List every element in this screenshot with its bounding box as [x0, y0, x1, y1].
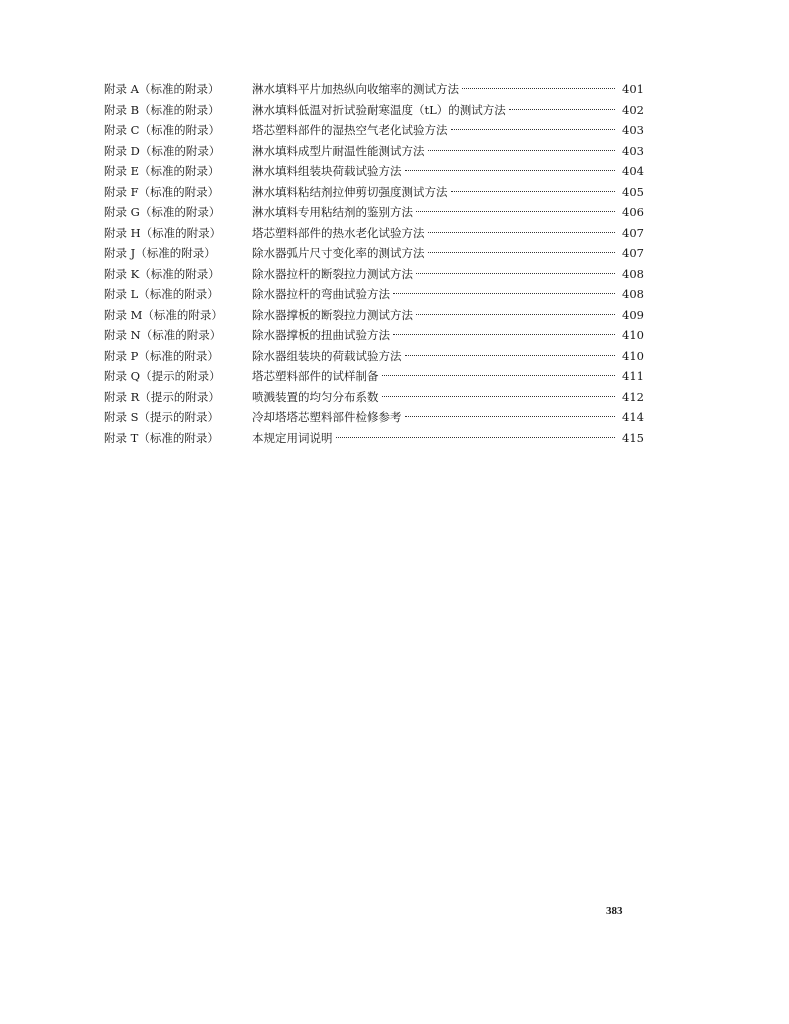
- toc-entry-label: 附录 A（标准的附录）: [104, 82, 220, 96]
- toc-entry-page: 405: [622, 184, 644, 199]
- toc-entry: [104, 284, 644, 305]
- toc-entry: [104, 120, 644, 141]
- dot-leader: [416, 211, 615, 212]
- toc-entry-page: 403: [622, 143, 644, 158]
- dot-leader: [416, 314, 615, 315]
- toc-entry: [104, 346, 644, 367]
- table-of-contents: [104, 79, 644, 448]
- toc-entry-title: 淋水填料成型片耐温性能测试方法: [252, 143, 425, 158]
- dot-leader: [405, 416, 616, 417]
- toc-entry-title: 除水器拉杆的弯曲试验方法: [252, 287, 390, 301]
- dot-leader: [451, 129, 616, 130]
- toc-entry: [104, 243, 644, 264]
- dot-leader: [405, 355, 616, 356]
- toc-entry-label: 附录 P（标准的附录）: [104, 348, 219, 363]
- page-number: 383: [606, 905, 623, 917]
- toc-entry-title: 淋水填料专用粘结剂的鉴别方法: [252, 205, 413, 219]
- toc-entry-label: 附录 C（标准的附录）: [104, 123, 220, 137]
- toc-entry: [104, 141, 644, 162]
- toc-entry-page: 407: [622, 246, 644, 260]
- toc-entry-page: 408: [622, 266, 644, 281]
- toc-entry: [104, 182, 644, 203]
- dot-leader: [451, 191, 616, 192]
- toc-entry-title: 冷却塔塔芯塑料部件检修参考: [252, 410, 402, 424]
- toc-entry-label: 附录 D（标准的附录）: [104, 143, 221, 158]
- toc-entry-title: 喷溅装置的均匀分布系数: [252, 389, 379, 404]
- toc-entry-title: 塔芯塑料部件的试样制备: [252, 369, 379, 383]
- dot-leader: [509, 109, 615, 110]
- toc-entry-title: 淋水填料平片加热纵向收缩率的测试方法: [252, 82, 459, 96]
- toc-entry: [104, 387, 644, 408]
- toc-entry-page: 407: [622, 225, 644, 240]
- toc-entry-title: 除水器弧片尺寸变化率的测试方法: [252, 246, 425, 260]
- toc-entry-label: 附录 G（标准的附录）: [104, 205, 221, 219]
- toc-entry-page: 403: [622, 123, 644, 137]
- toc-entry-title: 除水器撑板的扭曲试验方法: [252, 328, 390, 342]
- toc-entry-page: 410: [622, 328, 644, 342]
- toc-entry: [104, 202, 644, 223]
- toc-entry-page: 415: [622, 430, 644, 445]
- toc-entry-title: 淋水填料低温对折试验耐寒温度（tL）的测试方法: [252, 102, 506, 117]
- toc-entry-title: 本规定用词说明: [252, 430, 333, 445]
- toc-entry-label: 附录 Q（提示的附录）: [104, 369, 221, 383]
- toc-entry-page: 404: [622, 164, 644, 178]
- toc-entry-page: 406: [622, 205, 644, 219]
- toc-entry: [104, 223, 644, 244]
- toc-entry-title: 塔芯塑料部件的热水老化试验方法: [252, 225, 425, 240]
- toc-entry-page: 411: [622, 369, 644, 383]
- dot-leader: [416, 273, 615, 274]
- dot-leader: [428, 150, 616, 151]
- toc-entry: [104, 428, 644, 449]
- toc-entry-page: 412: [622, 389, 644, 404]
- dot-leader: [462, 88, 615, 89]
- dot-leader: [382, 375, 616, 376]
- dot-leader: [336, 437, 616, 438]
- toc-rows: [104, 79, 644, 448]
- dot-leader: [393, 293, 615, 294]
- toc-entry: [104, 161, 644, 182]
- toc-entry-page: 408: [622, 287, 644, 301]
- toc-entry: [104, 407, 644, 428]
- toc-entry-title: 除水器撑板的断裂拉力测试方法: [252, 307, 413, 322]
- toc-entry-label: 附录 K（标准的附录）: [104, 266, 220, 281]
- toc-entry: [104, 100, 644, 121]
- toc-entry-label: 附录 L（标准的附录）: [104, 287, 219, 301]
- toc-entry: [104, 366, 644, 387]
- dot-leader: [405, 170, 616, 171]
- toc-entry-title: 淋水填料组装块荷载试验方法: [252, 164, 402, 178]
- toc-entry-page: 410: [622, 348, 644, 363]
- dot-leader: [428, 232, 616, 233]
- dot-leader: [393, 334, 615, 335]
- toc-entry-label: 附录 E（标准的附录）: [104, 164, 220, 178]
- toc-entry-label: 附录 M（标准的附录）: [104, 307, 223, 322]
- toc-entry-label: 附录 R（提示的附录）: [104, 389, 220, 404]
- toc-entry-label: 附录 F（标准的附录）: [104, 184, 220, 199]
- dot-leader: [382, 396, 616, 397]
- toc-entry-label: 附录 S（提示的附录）: [104, 410, 220, 424]
- toc-entry-title: 淋水填料粘结剂拉伸剪切强度测试方法: [252, 184, 448, 199]
- toc-entry-title: 除水器组装块的荷载试验方法: [252, 348, 402, 363]
- toc-entry-label: 附录 J（标准的附录）: [104, 246, 216, 260]
- toc-entry: [104, 264, 644, 285]
- toc-entry: [104, 325, 644, 346]
- toc-entry-page: 401: [622, 82, 644, 96]
- toc-entry-label: 附录 B（标准的附录）: [104, 102, 220, 117]
- toc-entry-page: 402: [622, 102, 644, 117]
- dot-leader: [428, 252, 616, 253]
- toc-entry: [104, 79, 644, 100]
- toc-entry-label: 附录 T（标准的附录）: [104, 430, 219, 445]
- toc-entry: [104, 305, 644, 326]
- toc-entry-label: 附录 H（标准的附录）: [104, 225, 222, 240]
- toc-entry-label: 附录 N（标准的附录）: [104, 328, 222, 342]
- toc-entry-title: 除水器拉杆的断裂拉力测试方法: [252, 266, 413, 281]
- toc-entry-title: 塔芯塑料部件的湿热空气老化试验方法: [252, 123, 448, 137]
- toc-entry-page: 409: [622, 307, 644, 322]
- toc-entry-page: 414: [622, 410, 644, 424]
